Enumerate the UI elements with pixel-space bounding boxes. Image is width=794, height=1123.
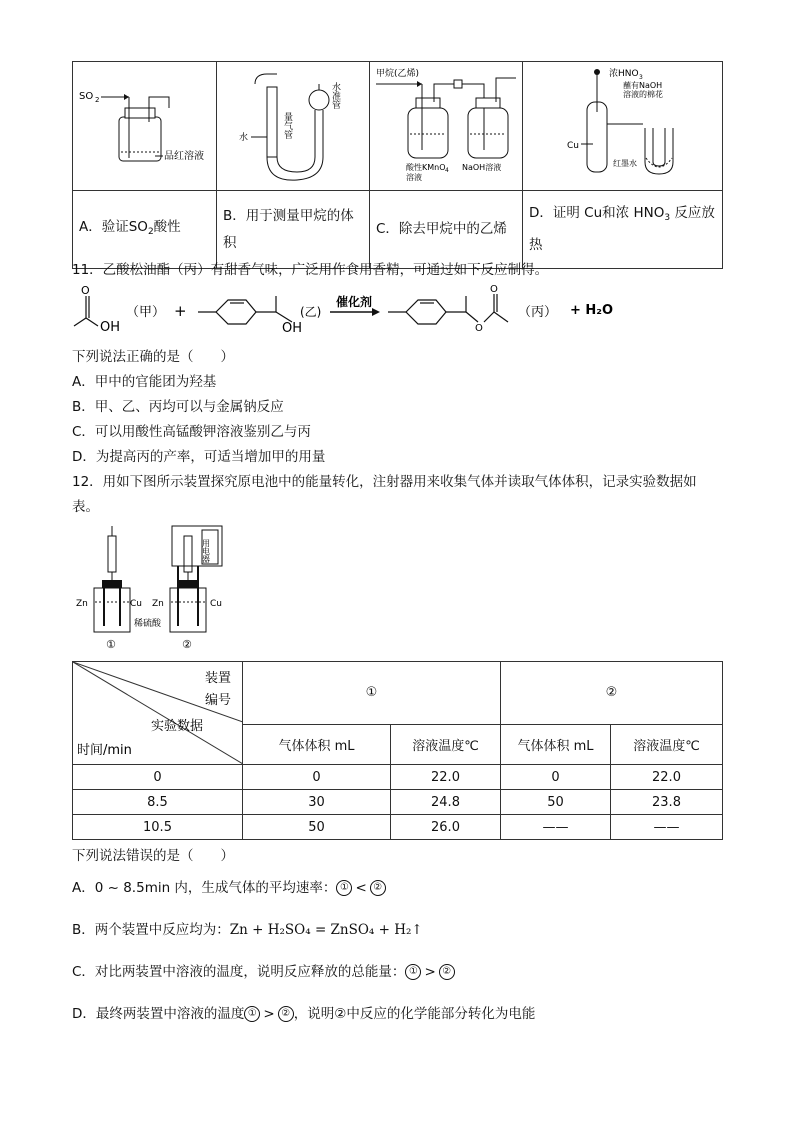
q12-cell-figure [72, 522, 232, 652]
svg-text:水: 水 [239, 133, 249, 143]
svg-text:装置: 装置 [205, 671, 232, 686]
svg-text:Cu: Cu [210, 599, 222, 609]
apparatus-c-cell [370, 62, 523, 191]
svg-text:时间/min: 时间/min [77, 743, 132, 758]
svg-text:红墨水: 红墨水 [613, 159, 637, 168]
svg-text:O: O [475, 323, 483, 334]
q12-stem-cont: 表。 [72, 499, 99, 515]
table-row [73, 790, 723, 815]
apparatus-table [72, 61, 723, 269]
cell-time: 0 [73, 765, 243, 790]
table-row [73, 815, 723, 840]
table-corner-cell [73, 662, 243, 765]
svg-text:4: 4 [445, 167, 449, 174]
group-2-header: ② [501, 662, 723, 725]
svg-text:①: ① [106, 638, 116, 651]
svg-text:NaOH溶液: NaOH溶液 [462, 163, 502, 172]
q12-option-a: A．0 ~ 8.5min 内，生成气体的平均速率： ① < ② [72, 876, 386, 896]
svg-text:催化剂: 催化剂 [336, 295, 373, 309]
apparatus-a-figure [73, 62, 217, 186]
q12-option-b: B．两个装置中反应均为：Zn + H₂SO₄ = ZnSO₄ + H₂↑ [72, 922, 423, 938]
cell-volume-2: 50 [501, 790, 611, 815]
svg-text:（甲）: （甲） [126, 305, 166, 320]
svg-text:O: O [81, 284, 90, 297]
q11-question: 下列说法正确的是（ ） [72, 349, 234, 365]
svg-text:2: 2 [95, 96, 100, 104]
svg-text:编号: 编号 [205, 693, 232, 708]
svg-text:实验数据: 实验数据 [151, 719, 204, 734]
svg-text:Cu: Cu [567, 141, 579, 151]
svg-text:3: 3 [639, 74, 643, 81]
col-volume-2: 气体体积 mL [501, 724, 611, 764]
svg-text:Zn: Zn [152, 599, 164, 609]
cell-time: 8.5 [73, 790, 243, 815]
svg-text:水准管: 水准管 [330, 82, 340, 109]
svg-text:(乙): (乙) [300, 305, 322, 319]
col-temp-1: 溶液温度℃ [391, 724, 501, 764]
cell-volume-1: 50 [243, 815, 391, 840]
svg-text:酸性KMnO: 酸性KMnO [406, 163, 446, 172]
svg-text:+ H₂O: + H₂O [570, 303, 614, 318]
col-temp-2: 溶液温度℃ [611, 724, 723, 764]
apparatus-d-cell [523, 62, 723, 191]
corner-diagonals [73, 662, 243, 764]
svg-text:Cu: Cu [130, 599, 142, 609]
cell-volume-1: 0 [243, 765, 391, 790]
cell-time: 10.5 [73, 815, 243, 840]
svg-text:O: O [490, 284, 498, 295]
q11-reaction-scheme [70, 282, 630, 344]
q12-option-d: D．最终两装置中溶液的温度 ① > ② ，说明②中反应的化学能部分转化为电能 [72, 1006, 536, 1022]
cell-temp-1: 22.0 [391, 765, 501, 790]
apparatus-a-cell [73, 62, 217, 191]
svg-text:（丙）: （丙） [518, 305, 558, 320]
q12-data-table [72, 661, 723, 840]
cell-volume-1: 30 [243, 790, 391, 815]
q11-option-a: A．甲中的官能团为羟基 [72, 374, 217, 390]
apparatus-b-cell [217, 62, 370, 191]
svg-text:②: ② [182, 638, 192, 651]
option-a-caption: A．验证$SO_2$酸性 [73, 191, 217, 269]
q12-question: 下列说法错误的是（ ） [72, 848, 234, 864]
svg-text:用电器: 用电器 [201, 539, 211, 563]
cell-temp-2: —— [611, 815, 723, 840]
q12-stem: 12．用如下图所示装置探究原电池中的能量转化，注射器用来收集气体并读取气体体积，记录实验数据如 [72, 474, 697, 490]
svg-text:品红溶液: 品红溶液 [164, 151, 204, 162]
cell-temp-2: 23.8 [611, 790, 723, 815]
svg-text:SO: SO [79, 91, 94, 102]
svg-text:溶液: 溶液 [406, 173, 422, 182]
q11-option-b: B．甲、乙、丙均可以与金属钠反应 [72, 399, 284, 415]
cell-temp-2: 22.0 [611, 765, 723, 790]
apparatus-b-figure [217, 62, 370, 186]
apparatus-d-figure [523, 62, 723, 186]
cell-temp-1: 26.0 [391, 815, 501, 840]
col-volume-1: 气体体积 mL [243, 724, 391, 764]
table-row [73, 765, 723, 790]
svg-text:溶液的棉花: 溶液的棉花 [623, 90, 663, 99]
q11-option-c: C．可以用酸性高锰酸钾溶液鉴别乙与丙 [72, 424, 311, 440]
q12-option-c: C．对比两装置中溶液的温度，说明反应释放的总能量： ① > ② [72, 960, 455, 980]
group-1-header: ① [243, 662, 501, 725]
option-c-caption: C．除去甲烷中的乙烯 [370, 191, 523, 269]
cell-temp-1: 24.8 [391, 790, 501, 815]
q11-option-d: D．为提高丙的产率，可适当增加甲的用量 [72, 449, 326, 465]
cell-volume-2: 0 [501, 765, 611, 790]
svg-text:量气管: 量气管 [282, 112, 292, 139]
option-d-caption: D．证明 Cu和浓 $HNO_3$ 反应放热 [523, 191, 723, 269]
q11-stem: 11．乙酸松油酯（丙）有甜香气味，广泛用作食用香精，可通过如下反应制得。 [72, 262, 549, 278]
cell-volume-2: —— [501, 815, 611, 840]
svg-text:OH: OH [282, 321, 303, 336]
svg-text:Zn: Zn [76, 599, 88, 609]
svg-text:甲烷(乙烯): 甲烷(乙烯) [376, 69, 420, 79]
svg-text:稀硫酸: 稀硫酸 [134, 619, 162, 629]
svg-text:浓HNO: 浓HNO [609, 69, 639, 79]
svg-text:+: + [174, 302, 187, 320]
apparatus-c-figure [370, 62, 523, 186]
svg-text:OH: OH [100, 320, 121, 335]
svg-text:蘸有NaOH: 蘸有NaOH [623, 81, 663, 90]
option-b-caption: B．用于测量甲烷的体积 [217, 191, 370, 269]
